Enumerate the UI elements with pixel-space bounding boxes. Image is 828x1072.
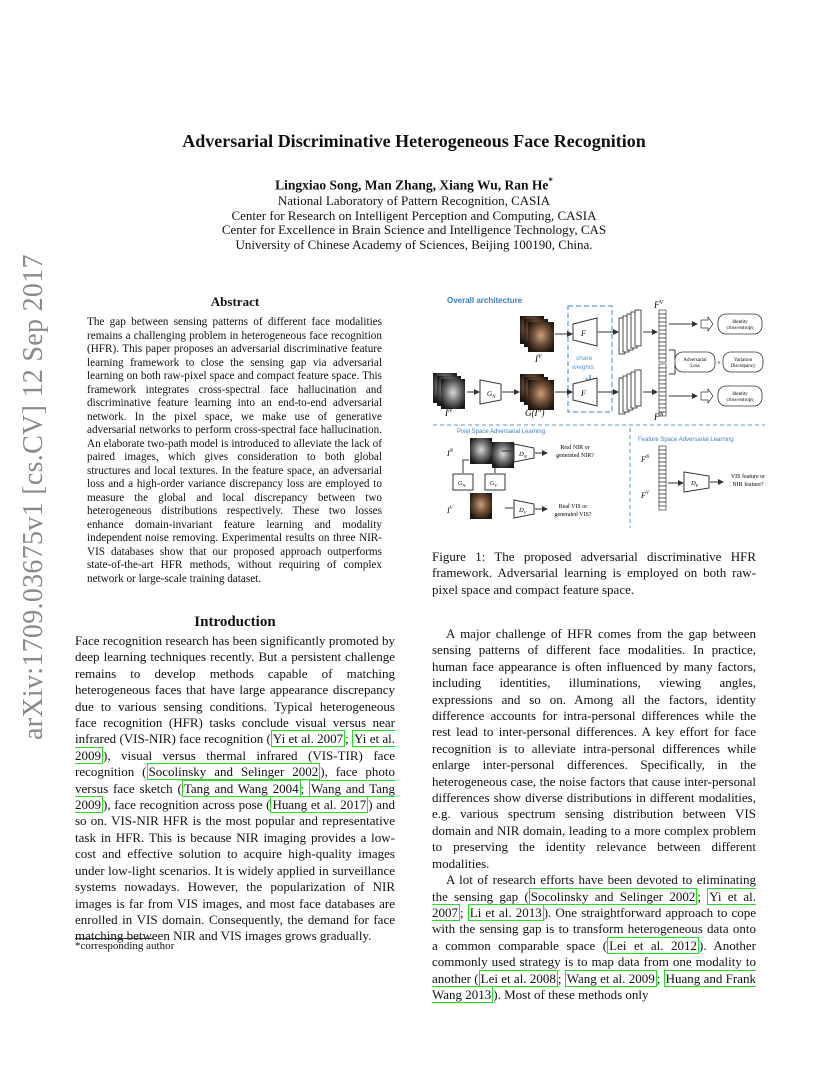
vector-cell [659,388,666,392]
vis-image-stack [520,316,554,352]
weights-label: weights [572,364,595,371]
citation-link[interactable]: Lei et al. 2012 [609,937,698,953]
citation-link[interactable]: Yi et al. 2007 [432,888,756,920]
figure-1-diagram [425,288,770,533]
gn-label: $G_N$ [487,390,496,400]
paragraph-text: ), visual versus thermal infrared (VIS-TIR) face recognition ( [75,747,395,780]
paragraph-text: ), face recognition across pose ( [103,797,271,813]
vector-cell [659,490,666,494]
overall-architecture-label: Overall architecture [447,296,523,305]
right-paragraph-2 [432,872,756,1003]
feature-space-vectors [659,446,666,510]
vector-cell [659,450,666,454]
vector-cell [659,368,666,372]
share-label: share [576,355,593,362]
citation-link[interactable]: Tang and Wang 2004 [183,780,299,796]
vector-cell [659,330,666,334]
paragraph-text: ). Most of these methods only [493,986,649,1002]
vector-cell [659,334,666,338]
vector-cell [659,400,666,404]
citation-link[interactable]: Socolinsky and Selinger 2002 [148,764,319,780]
fn-label: $F^N$ [654,412,664,422]
footnote-rule [75,938,153,939]
vector-cell [659,486,666,490]
q-vis-line1: Real VIS or [558,504,588,510]
citation-link[interactable]: Socolinsky and Selinger 2002 [530,888,696,904]
q-vis-line2: generated VIS? [554,512,592,518]
vector-cell [659,342,666,346]
citation-link[interactable]: Huang and Frank Wang 2013 [432,970,757,1002]
figure-caption: Figure 1: The proposed adversarial discriminative HFR framework. Adversarial learning is employed on both raw-pixel space and compact feature space. [432,549,756,597]
citation-link[interactable]: Lei et al. 2008 [480,970,556,986]
author-list [0,176,828,194]
paragraph-text: ; [656,970,664,986]
q-nir-line2: generated NIR? [556,453,594,459]
paragraph-text: ), face photo versus face sketch ( [75,764,395,796]
feature-vector-vis [659,310,666,362]
adv-loss-line2: Loss [690,364,700,369]
pixel-generated-nir-image [492,442,514,468]
vector-cell [659,338,666,342]
vector-cell [659,470,666,474]
vector-cell [659,318,666,322]
f-top-label: F [581,329,586,338]
vector-cell [659,446,666,450]
right-column-text [432,626,756,1003]
vector-cell [659,376,666,380]
feature-maps-top [619,310,641,354]
vector-cell [659,494,666,498]
q-feat-line2: NIR feature? [732,482,764,488]
vector-cell [659,354,666,358]
affiliation-3: Center for Excellence in Brain Science and Intelligence Technology, CAS [221,222,607,237]
pix-gv-label: $G_V$ [490,481,498,488]
citation-link[interactable]: Wang et al. 2009 [566,970,655,986]
identity-loss-top-line1: Identity [732,320,748,325]
vector-cell [659,346,666,350]
right-paragraph-1 [432,626,756,872]
citation-link[interactable]: Huang et al. 2017 [272,797,367,813]
pix-in-label: $I^N$ [447,449,454,458]
author-names: Lingxiao Song, Man Zhang, Xiang Wu, Ran He [275,177,549,193]
vector-cell [659,380,666,384]
pix-iv-label: $I^V$ [447,506,453,515]
introduction-text [75,633,395,945]
plus-sign: + [717,359,721,367]
affiliation-1: National Laboratory of Pattern Recognition, CASIA [277,193,551,208]
citation-link[interactable]: Yi et al. 2009 [75,731,396,763]
discriminator-dv [514,500,534,518]
paragraph-text: ; [460,904,468,920]
fs-fn-label: $F^N$ [641,455,650,464]
vector-cell [659,350,666,354]
dn-label: $D_N$ [519,451,527,459]
feature-space-label: Feature Space Adversarial Learning [638,437,734,443]
paragraph-text: ). Another commonly used strategy is to map data from one modality to another ( [432,937,756,986]
fv-label: $F^V$ [654,300,664,310]
in-label: $I^N$ [445,408,453,418]
feature-maps-bottom [619,370,641,414]
paragraph-text: ) and so on. VIS-NIR HFR is the most popular and representative task in HFR. This is because NIR imaging provides a low-cost and effective solution to acquire high-quality images under low-light scenarios. It is widely applied in surveillance systems nowadays. However, the popularization of NIR images is far from VIS images, and most face databases are enrolled in VIS domain. Consequently, the demand for face matching between NIR and VIS images grows gradually. [75,797,395,944]
discriminator-df [684,472,709,492]
introduction-heading: Introduction [194,614,276,630]
paragraph-text: ). One straightforward approach to cope with the sensing gap is to transform heterogeneous data onto a common comparable space ( [432,904,756,953]
pixel-nir-image [470,438,492,464]
nir-image-stack [433,373,465,409]
vector-cell [659,478,666,482]
vector-cell [659,372,666,376]
abstract-heading: Abstract [210,294,260,309]
vector-cell [659,358,666,362]
vector-cell [659,474,666,478]
paragraph-text: ; [345,731,353,747]
fs-fv-label: $F^V$ [641,491,649,500]
adv-loss-line1: Adversarial [683,358,707,363]
paragraph-text: A major challenge of HFR comes from the gap between sensing patterns of different face modalities. In practice, human face appearance is often influenced by many factors, including identities, illuminations, viewing angles, expressions and so on. Among all the factors, identity difference accounts for intra-personal differences while the rest lead to inter-personal differences. A key effort for face recognition is to alleviate intra-personal differences while enlarge inter-personal differences. Specifically, in the heterogeneous case, the noise factors that cause inter-personal differences show diverse distributions in different modalities, e.g. various spectrum sensing distribution between VIS domain and NIR domain, leading to a more complex problem to preserving the identity relevance between different modalities. [432,626,756,871]
vector-cell [659,466,666,470]
q-feat-line1: VIS feature or [730,474,766,480]
paper-title: Adversarial Discriminative Heterogeneous Face Recognition [182,131,646,151]
vector-cell [659,310,666,314]
vector-cell [659,458,666,462]
paragraph-text: Face recognition research has been significantly promoted by deep learning techniques recently. But a persistent challenge remains to develop methods capable of matching heterogeneous faces that have large appearance discrepancy due to various sensing conditions. Typical heterogeneous face recognition (HFR) tasks conclude visual versus near infrared (VIS-NIR) face recognition ( [75,633,395,747]
vector-cell [659,502,666,506]
pixel-space-label: Pixel Space Adversarial Learning [457,429,546,435]
q-nir-line1: Real NIR or [560,445,590,451]
vector-cell [659,384,666,388]
affiliation-2: Center for Research on Intelligent Perception and Computing, CASIA [231,208,597,223]
discriminator-dn [514,444,534,462]
footnote: *corresponding author [75,940,175,952]
identity-loss-bottom-line1: Identity [732,392,748,397]
paragraph-text: ; [300,780,310,796]
feature-vector-nir [659,364,666,416]
f-bottom-label: F [581,389,586,398]
vector-cell [659,498,666,502]
identity-loss-bottom-line2: cross-entropy [726,398,754,403]
vector-cell [659,326,666,330]
vector-cell [659,404,666,408]
generated-vis-stack [520,374,554,410]
vector-cell [659,396,666,400]
vector-cell [659,506,666,510]
var-disc-line2: Discrepancy [730,364,756,369]
vector-cell [659,392,666,396]
arxiv-identifier: arXiv:1709.03675v1 [cs.CV] 12 Sep 2017 [18,254,49,740]
vector-cell [659,462,666,466]
paragraph-text: ; [697,888,708,904]
corresponding-mark: * [548,176,553,186]
intro-paragraph-1 [75,633,395,945]
g-in-label: $G(I^N)$ [525,408,545,418]
vector-cell [659,364,666,368]
var-disc-line1: Variation [733,358,753,363]
pixel-vis-image [470,493,492,519]
paragraph-text: ; [557,970,565,986]
citation-link[interactable]: Wang and Tang 2009 [75,780,395,813]
identity-loss-top-line2: cross-entropy [726,326,754,331]
iv-label: $I^V$ [535,354,542,364]
citation-link[interactable]: Li et al. 2013 [469,904,542,920]
vector-cell [659,482,666,486]
pix-gn-label: $G_N$ [458,481,466,488]
df-label: $D_F$ [691,480,699,488]
dv-label: $D_V$ [519,507,527,515]
vector-cell [659,314,666,318]
citation-link[interactable]: Yi et al. 2007 [272,731,344,747]
paragraph-text: A lot of research efforts have been devoted to eliminating the sensing gap ( [432,872,756,904]
vector-cell [659,454,666,458]
abstract-text: The gap between sensing patterns of different face modalities remains a challenging problem in heterogeneous face recognition (HFR). This paper proposes an adversarial discriminative feature learning framework to close the sensing gap via adversarial learning on both raw-pixel space and compact feature space. This framework integrates cross-spectral face hallucination and discriminative feature learning into an end-to-end adversarial network. In the pixel space, we make use of generative adversarial networks to perform cross-spectral face hallucination. An elaborate two-path model is introduced to alleviate the lack of paired images, which gives consideration to both global structures and local textures. In the feature space, an adversarial loss and a high-order variance discrepancy loss are employed to measure the global and local discrepancy between two heterogeneous distributions respectively. These two losses enhance domain-invariant feature learning and modality independent noise removing. Experimental results on three NIR-VIS databases show that our proposed approach outperforms state-of-the-art HFR methods, without requiring of complex network or large-scale training dataset. [87,316,382,585]
vector-cell [659,322,666,326]
affiliation-4: University of Chinese Academy of Sciences, Beijing 100190, China. [235,237,593,252]
